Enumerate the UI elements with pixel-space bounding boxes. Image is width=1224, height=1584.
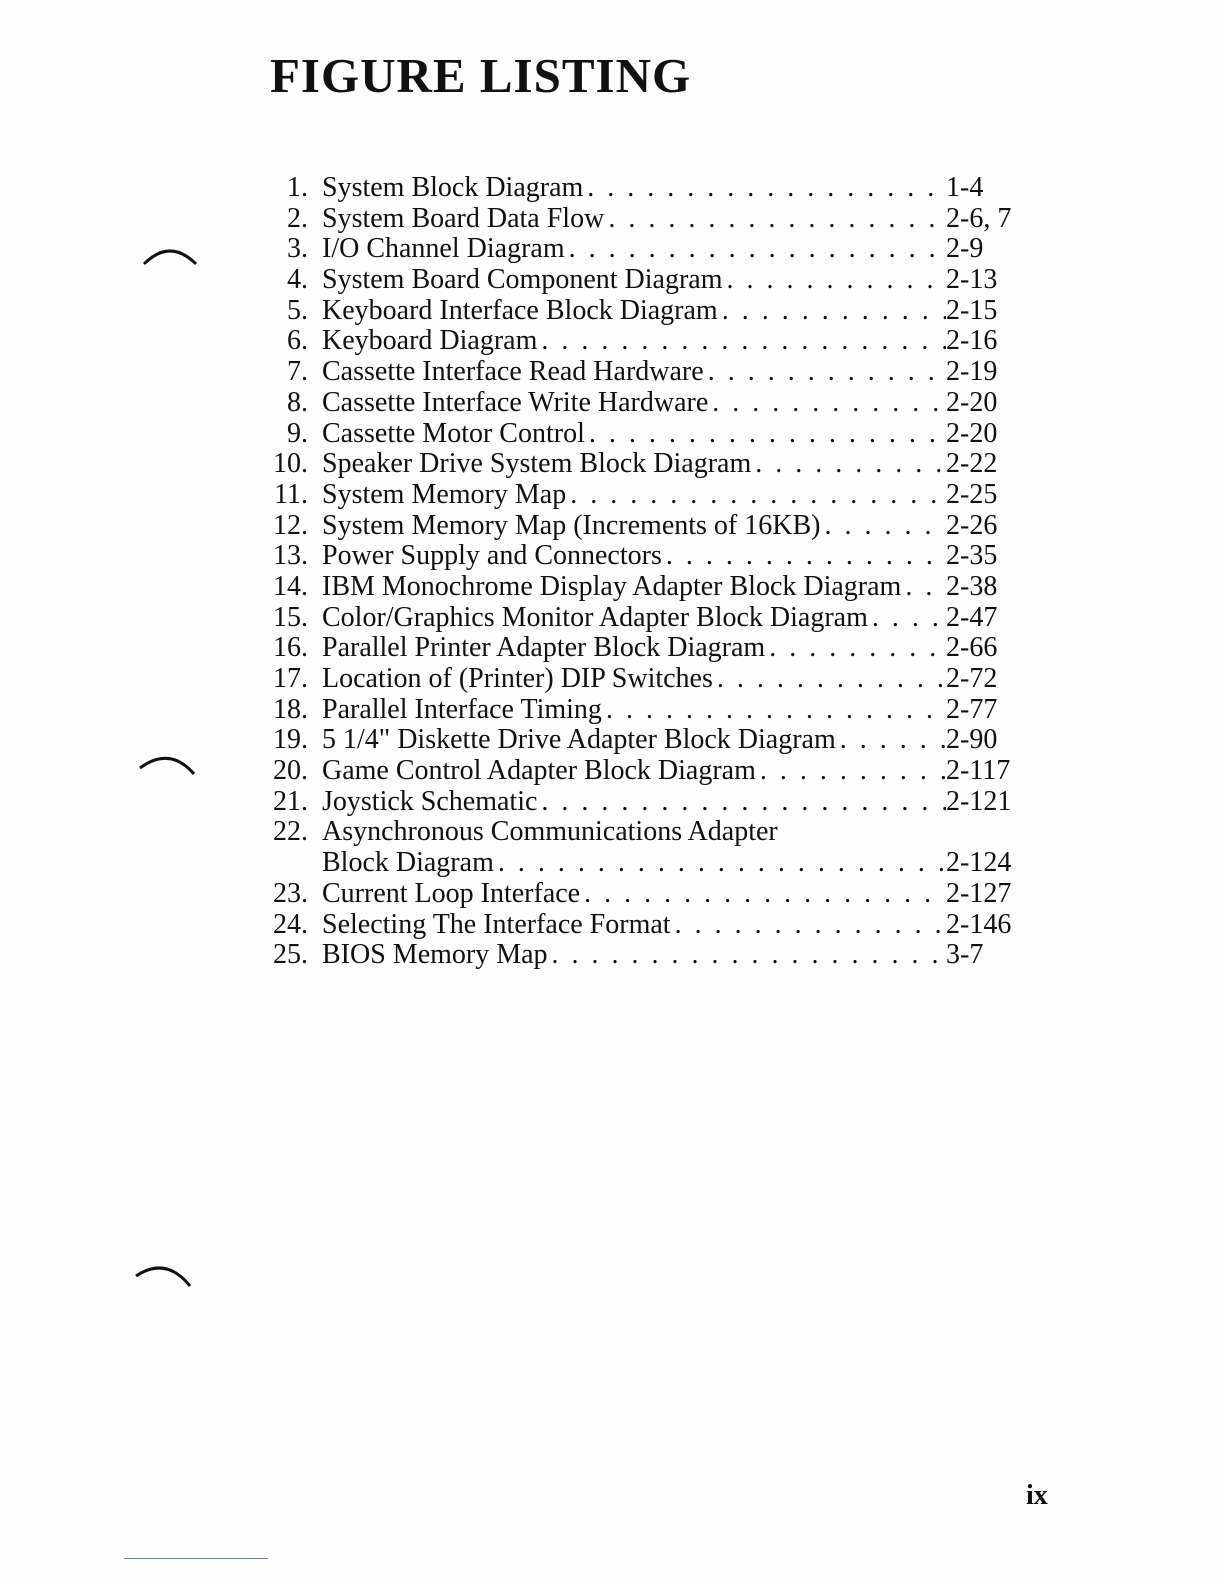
dot-leader xyxy=(708,388,946,419)
figure-entry xyxy=(262,511,1022,542)
page-number: ix xyxy=(1026,1480,1048,1511)
binder-hole-mark-top xyxy=(140,242,204,270)
figure-number: 2. xyxy=(287,202,308,234)
figure-number: 12. xyxy=(273,509,308,541)
figure-number: 8. xyxy=(287,386,308,418)
figure-title: Selecting The Interface Format xyxy=(322,909,671,940)
dot-leader xyxy=(494,848,946,879)
dot-leader xyxy=(565,234,946,265)
figure-number: 18. xyxy=(273,693,308,725)
figure-entry xyxy=(262,173,1022,204)
figure-title-continuation: Block Diagram xyxy=(322,848,494,879)
figure-entry-body xyxy=(322,725,1022,756)
figure-entry-body xyxy=(322,633,1022,664)
figure-page: 2-19 xyxy=(946,357,998,388)
figure-title: 5 1/4" Diskette Drive Adapter Block Diagram xyxy=(322,725,836,756)
figure-title: Color/Graphics Monitor Adapter Block Diagram xyxy=(322,602,868,633)
figure-entry-body xyxy=(322,664,1022,695)
figure-title: System Memory Map xyxy=(322,479,567,510)
dot-leader xyxy=(602,695,946,726)
figure-entry-body xyxy=(322,572,1022,603)
figure-entry xyxy=(262,664,1022,695)
figure-list xyxy=(262,173,1022,971)
figure-number: 20. xyxy=(273,755,308,787)
figure-title: Keyboard Interface Block Diagram xyxy=(322,295,718,326)
figure-entry xyxy=(262,449,1022,480)
figure-title: Speaker Drive System Block Diagram xyxy=(322,449,752,480)
figure-number: 6. xyxy=(287,325,308,357)
figure-page: 2-26 xyxy=(946,510,998,541)
figure-entry xyxy=(262,910,1022,941)
figure-number: 23. xyxy=(273,877,308,909)
dot-leader xyxy=(704,357,946,388)
figure-entry-body xyxy=(322,265,1022,296)
figure-title: Joystick Schematic xyxy=(322,786,538,817)
figure-entry xyxy=(262,756,1022,787)
figure-entry-body xyxy=(322,787,1022,818)
figure-title: Cassette Interface Read Hardware xyxy=(322,357,704,388)
figure-number: 21. xyxy=(273,785,308,817)
figure-entry-body xyxy=(322,879,1022,910)
dot-leader xyxy=(723,265,946,296)
figure-page: 2-13 xyxy=(946,265,998,296)
figure-number: 22. xyxy=(273,816,308,848)
dot-leader xyxy=(580,879,946,910)
dot-leader xyxy=(820,511,946,542)
figure-entry xyxy=(262,204,1022,235)
figure-entry-body xyxy=(322,419,1022,450)
figure-entry-body xyxy=(322,817,1022,848)
figure-number: 1. xyxy=(287,172,308,203)
figure-title: IBM Monochrome Display Adapter Block Diagram xyxy=(322,571,902,602)
figure-page: 2-22 xyxy=(946,449,998,480)
figure-page: 2-20 xyxy=(946,418,998,449)
figure-page: 2-127 xyxy=(946,878,1012,909)
dot-leader xyxy=(901,572,946,603)
figure-page: 3-7 xyxy=(946,940,984,971)
figure-number: 16. xyxy=(273,632,308,664)
dot-leader xyxy=(548,940,946,971)
figure-number: 10. xyxy=(273,448,308,480)
dot-leader xyxy=(836,725,946,756)
figure-title: System Memory Map (Increments of 16KB) xyxy=(322,510,821,541)
figure-entry xyxy=(262,572,1022,603)
figure-page: 2-38 xyxy=(946,571,998,602)
figure-number: 14. xyxy=(273,570,308,602)
figure-entry xyxy=(262,603,1022,634)
figure-number: 9. xyxy=(287,417,308,449)
figure-number: 13. xyxy=(273,540,308,572)
figure-entry xyxy=(262,419,1022,450)
figure-number: 17. xyxy=(273,663,308,694)
page-title: FIGURE LISTING xyxy=(270,48,692,103)
figure-entry-body xyxy=(322,388,1022,419)
figure-title: System Board Data Flow xyxy=(322,203,605,234)
figure-page: 2-6, 7 xyxy=(946,203,1012,234)
dot-leader xyxy=(751,449,946,480)
figure-title: Cassette Motor Control xyxy=(322,418,585,449)
dot-leader xyxy=(662,541,946,572)
figure-title: Parallel Interface Timing xyxy=(322,694,602,725)
figure-title: Parallel Printer Adapter Block Diagram xyxy=(322,633,766,664)
binder-hole-mark-bottom xyxy=(132,1262,196,1290)
figure-title: Game Control Adapter Block Diagram xyxy=(322,756,756,787)
dot-leader xyxy=(537,326,946,357)
figure-entry xyxy=(262,633,1022,664)
dot-leader xyxy=(718,296,946,327)
figure-title: Location of (Printer) DIP Switches xyxy=(322,664,713,694)
dot-leader xyxy=(671,910,946,941)
footer-rule xyxy=(124,1558,268,1559)
figure-entry xyxy=(262,879,1022,910)
figure-page: 2-124 xyxy=(946,848,1012,879)
figure-entry xyxy=(262,234,1022,265)
figure-page: 2-9 xyxy=(946,234,984,265)
figure-page: 2-20 xyxy=(946,387,998,418)
dot-leader xyxy=(585,419,946,450)
figure-number: 5. xyxy=(287,294,308,326)
figure-title: Current Loop Interface xyxy=(322,878,581,909)
figure-entry-body xyxy=(322,204,1022,235)
figure-page: 2-16 xyxy=(946,326,998,357)
figure-entry-body xyxy=(322,326,1022,357)
figure-number: 15. xyxy=(273,601,308,633)
figure-entry-body xyxy=(322,234,1022,265)
figure-entry-body xyxy=(322,480,1022,511)
figure-title: I/O Channel Diagram xyxy=(322,234,565,265)
figure-page: 2-117 xyxy=(946,756,1011,787)
figure-number: 25. xyxy=(273,939,308,971)
figure-page: 2-47 xyxy=(946,602,998,633)
figure-number: 24. xyxy=(273,908,308,940)
figure-entry xyxy=(262,357,1022,388)
figure-number: 4. xyxy=(287,264,308,296)
figure-entry-body xyxy=(322,695,1022,726)
figure-entry-body xyxy=(322,756,1022,787)
dot-leader xyxy=(566,480,946,511)
figure-title: BIOS Memory Map xyxy=(322,940,548,971)
figure-number: 11. xyxy=(274,478,308,510)
figure-page: 2-15 xyxy=(946,295,998,326)
figure-entry-body xyxy=(322,848,1022,879)
figure-title: Power Supply and Connectors xyxy=(322,541,662,572)
figure-page: 2-146 xyxy=(946,909,1012,940)
figure-entry xyxy=(262,388,1022,419)
figure-entry-body xyxy=(322,296,1022,327)
figure-page: 2-72 xyxy=(946,664,998,694)
figure-entry xyxy=(262,326,1022,357)
dot-leader xyxy=(537,787,946,818)
figure-page: 2-90 xyxy=(946,725,998,756)
figure-title: Cassette Interface Write Hardware xyxy=(322,387,709,418)
figure-page: 2-25 xyxy=(946,479,998,510)
figure-page: 2-35 xyxy=(946,541,998,572)
figure-entry xyxy=(262,296,1022,327)
figure-page: 2-77 xyxy=(946,694,998,725)
figure-entry xyxy=(262,541,1022,572)
figure-page: 2-66 xyxy=(946,633,998,664)
figure-entry-body xyxy=(322,173,1022,204)
figure-title: System Board Component Diagram xyxy=(322,265,723,296)
figure-entry xyxy=(262,695,1022,726)
figure-entry xyxy=(262,817,1022,848)
figure-title: Asynchronous Communications Adapter xyxy=(322,817,778,848)
dot-leader xyxy=(604,204,946,235)
figure-number: 7. xyxy=(287,356,308,388)
figure-entry-body xyxy=(322,357,1022,388)
figure-entry-body xyxy=(322,449,1022,480)
figure-entry xyxy=(262,725,1022,756)
figure-entry-body xyxy=(322,940,1022,971)
figure-entry xyxy=(262,265,1022,296)
figure-page: 1-4 xyxy=(946,173,984,203)
figure-title: System Block Diagram xyxy=(322,173,584,203)
figure-entry-body xyxy=(322,541,1022,572)
figure-entry xyxy=(262,480,1022,511)
figure-number: 19. xyxy=(273,724,308,756)
figure-entry xyxy=(262,940,1022,971)
figure-entry-body xyxy=(322,511,1022,542)
figure-entry-continuation xyxy=(262,848,1022,879)
figure-page: 2-121 xyxy=(946,786,1012,817)
figure-entry-body xyxy=(322,603,1022,634)
figure-entry-body xyxy=(322,910,1022,941)
dot-leader xyxy=(713,664,946,695)
dot-leader xyxy=(868,603,946,634)
dot-leader xyxy=(583,173,946,204)
figure-number: 3. xyxy=(287,233,308,265)
dot-leader xyxy=(765,633,946,664)
dot-leader xyxy=(756,756,946,787)
figure-entry xyxy=(262,787,1022,818)
figure-title: Keyboard Diagram xyxy=(322,326,538,357)
binder-hole-mark-middle xyxy=(136,752,200,780)
